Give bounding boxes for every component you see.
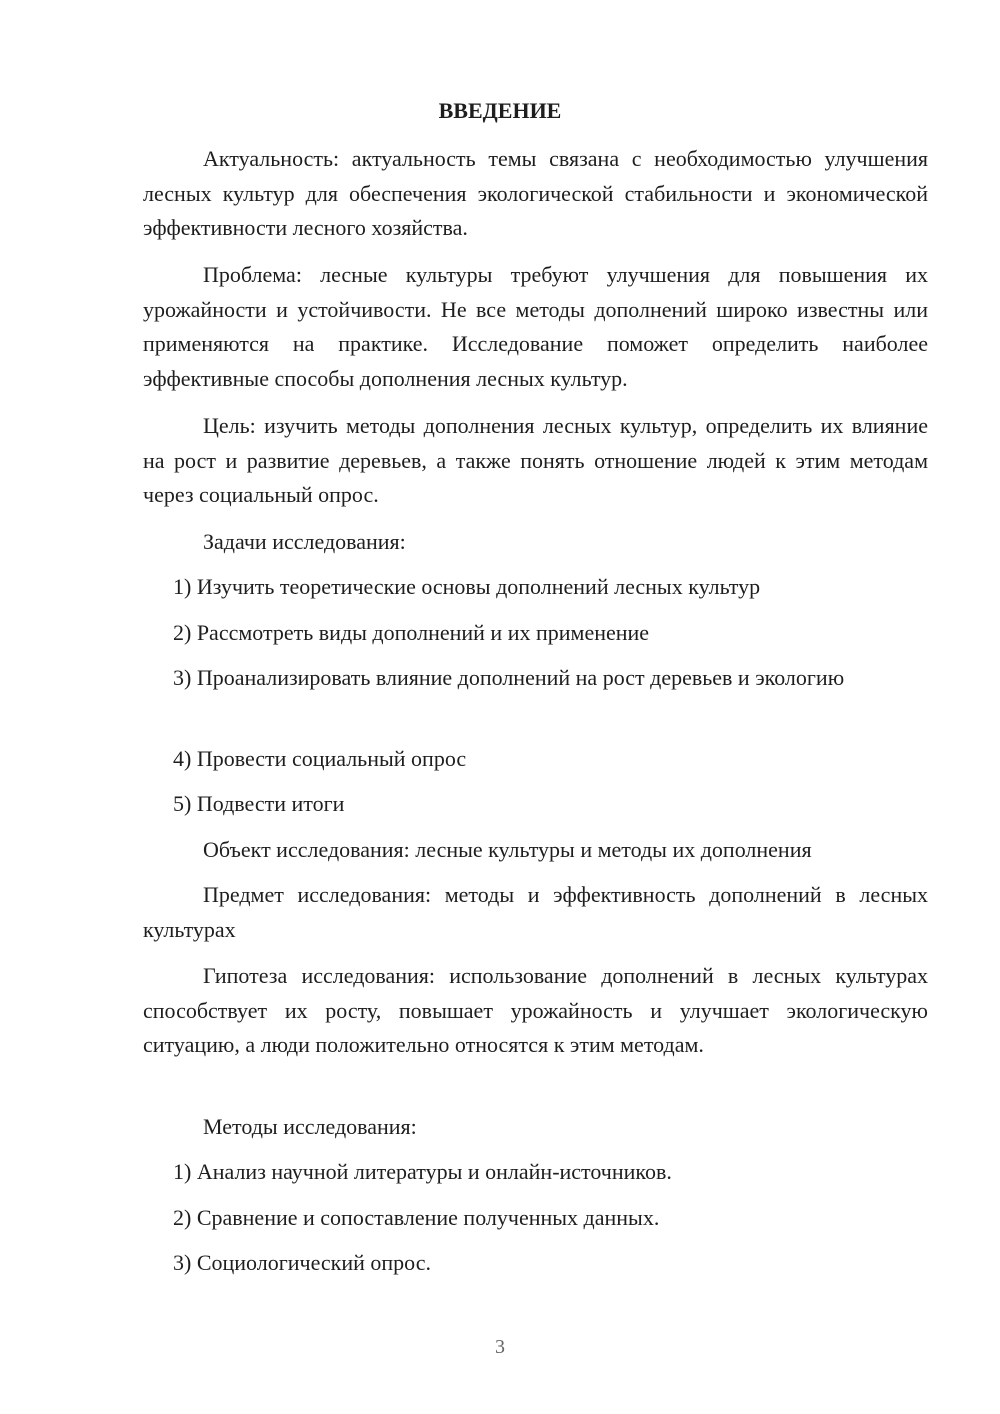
task-item: 3) Проанализировать влияние дополнений на рост деревьев и экологию xyxy=(173,665,845,690)
goal-paragraph: Цель: изучить методы дополнения лесных культур, определить их влияние на рост и развитие деревьев, а также понять отношение людей к этим методам через социальный опрос. xyxy=(143,413,928,507)
method-item: 3) Социологический опрос. xyxy=(173,1250,431,1275)
method-item: 1) Анализ научной литературы и онлайн-источников. xyxy=(173,1159,672,1184)
subject-paragraph: Предмет исследования: методы и эффективность дополнений в лесных культурах xyxy=(143,882,928,942)
task-item: 4) Провести социальный опрос xyxy=(173,746,467,771)
task-item: 5) Подвести итоги xyxy=(173,791,345,816)
page-title: ВВЕДЕНИЕ xyxy=(438,98,562,123)
relevance-paragraph: Актуальность: актуальность темы связана с необходимостью улучшения лесных культур для обеспечения экологической стабильности и экономической эффективности лесного хозяйства. xyxy=(143,146,928,240)
problem-paragraph: Проблема: лесные культуры требуют улучшения для повышения их урожайности и устойчивости. Не все методы дополнений широко известны или применяются на практике. Исследование поможет определить наиболее эффективные способы дополнения лесных культур. xyxy=(143,262,928,391)
hypothesis-paragraph: Гипотеза исследования: использование дополнений в лесных культурах способствует их росту, повышает урожайность и улучшает экологическую ситуацию, а люди положительно относятся к этим методам. xyxy=(143,963,928,1057)
page-number: 3 xyxy=(495,1336,505,1358)
object-paragraph: Объект исследования: лесные культуры и методы их дополнения xyxy=(203,837,812,862)
task-item: 2) Рассмотреть виды дополнений и их применение xyxy=(173,620,650,645)
tasks-heading: Задачи исследования: xyxy=(203,529,406,554)
task-item: 1) Изучить теоретические основы дополнений лесных культур xyxy=(173,574,761,599)
method-item: 2) Сравнение и сопоставление полученных данных. xyxy=(173,1205,660,1230)
methods-heading: Методы исследования: xyxy=(203,1114,417,1139)
